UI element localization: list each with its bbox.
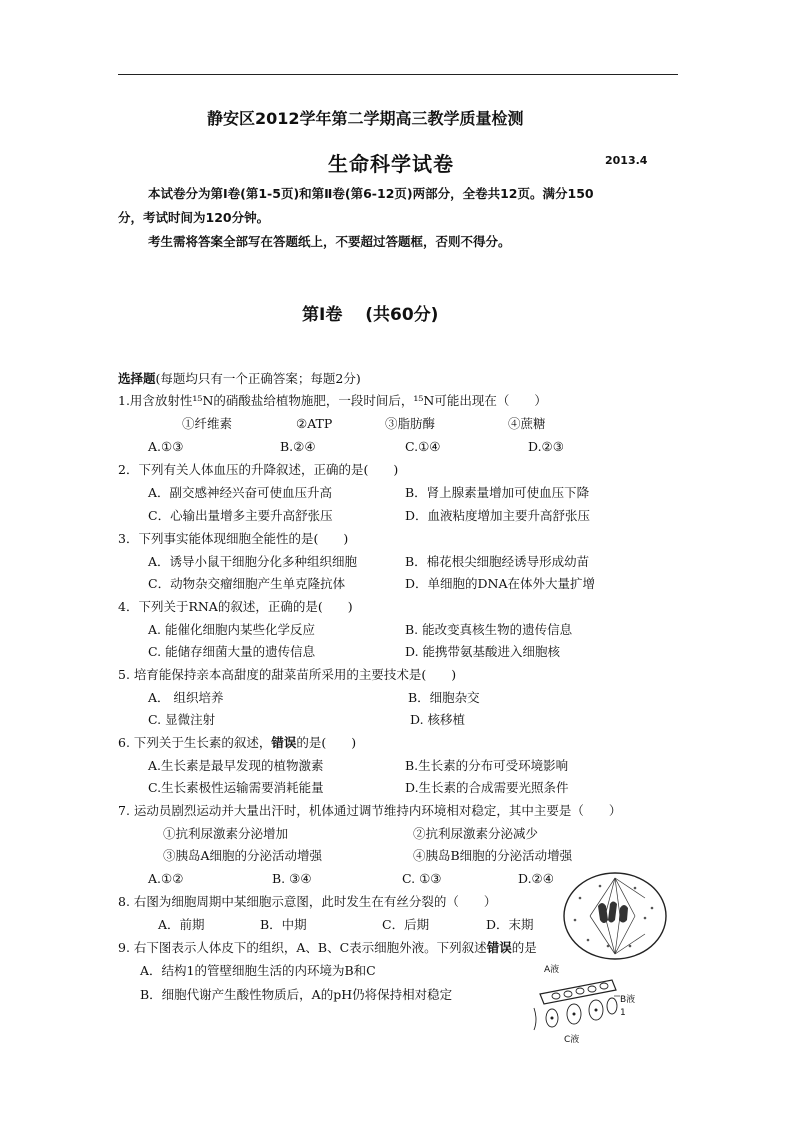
question-5-option: C. 显微注射 — [148, 712, 216, 727]
question-6-stem-emphasis: 错误 — [271, 735, 297, 750]
exam-date: 2013.4 — [605, 154, 648, 167]
question-8-option: A．前期 — [158, 917, 205, 932]
question-3-option: C．动物杂交瘤细胞产生单克隆抗体 — [148, 576, 346, 591]
question-6-option: D.生长素的合成需要光照条件 — [405, 780, 569, 795]
question-3-option: D．单细胞的DNA在体外大量扩增 — [405, 576, 596, 591]
section-note: (每题均只有一个正确答案；每题2分) — [155, 371, 361, 386]
question-9-stem-pre: 9. 右下图表示人体皮下的组织，A、B、C表示细胞外液。下列叙述 — [118, 940, 487, 955]
question-6-option: B.生长素的分布可受环境影响 — [405, 758, 569, 773]
question-4-option: B. 能改变真核生物的遗传信息 — [405, 622, 573, 637]
question-7-item: ①抗利尿激素分泌增加 — [163, 826, 289, 841]
header-rule — [118, 74, 678, 75]
question-8-stem: 8. 右图为细胞周期中某细胞示意图，此时发生在有丝分裂的（ ） — [118, 894, 497, 909]
question-1-option: C.①④ — [405, 439, 441, 454]
section-title: 第Ⅰ卷 (共60分) — [302, 305, 439, 325]
question-9-option: A．结构1的管壁细胞生活的内环境为B和C — [140, 963, 376, 978]
question-7-stem: 7. 运动员剧烈运动并大量出汗时，机体通过调节维持内环境相对稳定，其中主要是（ ） — [118, 803, 622, 818]
question-4-option: D. 能携带氨基酸进入细胞核 — [405, 644, 561, 659]
question-1-option: D.②③ — [528, 439, 564, 454]
question-8-option: C．后期 — [382, 917, 430, 932]
question-1-item: ②ATP — [296, 416, 333, 431]
question-9-stem — [118, 939, 537, 957]
figure-label-b: B液 — [620, 995, 636, 1005]
question-5-option: B．细胞杂交 — [408, 690, 480, 705]
question-7-option: B. ③④ — [272, 871, 312, 886]
question-6-stem — [118, 734, 356, 752]
question-3-option: B．棉花根尖细胞经诱导形成幼苗 — [405, 554, 590, 569]
question-3-stem: 3．下列事实能体现细胞全能性的是( ) — [118, 531, 349, 546]
question-7-option: D.②④ — [518, 871, 554, 886]
question-1-stem: 1.用含放射性¹⁵N的硝酸盐给植物施肥，一段时间后，¹⁵N可能出现在（ ） — [118, 393, 547, 408]
tissue-illustration — [532, 972, 622, 1034]
question-5-option: D. 核移植 — [410, 712, 466, 727]
question-7-option: A.①② — [148, 871, 184, 886]
exam-title: 静安区2012学年第二学期高三教学质量检测 — [207, 109, 524, 128]
question-1-item: ④蔗糖 — [508, 416, 546, 431]
question-3-option: A．诱导小鼠干细胞分化多种组织细胞 — [148, 554, 358, 569]
question-1-option: A.①③ — [148, 439, 184, 454]
figure-label-1: 1 — [620, 1008, 626, 1018]
question-2-option: D．血液粘度增加主要升高舒张压 — [405, 508, 591, 523]
question-8-option: B．中期 — [260, 917, 307, 932]
question-6-option: C.生长素极性运输需要消耗能量 — [148, 780, 324, 795]
intro-line-3: 考生需将答案全部写在答题纸上，不要超过答题框，否则不得分。 — [148, 234, 511, 249]
question-6-stem-post: 的是( ) — [296, 735, 357, 750]
question-6-option: A.生长素是最早发现的植物激素 — [148, 758, 324, 773]
question-1-item: ①纤维素 — [182, 416, 233, 431]
intro-line-1: 本试卷分为第Ⅰ卷(第1-5页)和第Ⅱ卷(第6-12页)两部分，全卷共12页。满分150 — [148, 186, 594, 201]
question-9-option: B．细胞代谢产生酸性物质后，A的pH仍将保持相对稳定 — [140, 987, 453, 1002]
subject-title: 生命科学试卷 — [328, 152, 454, 176]
question-5-stem: 5. 培育能保持亲本高甜度的甜菜苗所采用的主要技术是( ) — [118, 667, 457, 682]
question-9-stem-emphasis: 错误 — [486, 940, 512, 955]
figure-label-a: A液 — [544, 965, 560, 975]
question-7-item: ③胰岛A细胞的分泌活动增强 — [163, 848, 323, 863]
question-5-option: A． 组织培养 — [148, 690, 224, 705]
question-4-option: A. 能催化细胞内某些化学反应 — [148, 622, 315, 637]
section-label: 选择题 — [118, 371, 156, 386]
question-2-option: B．肾上腺素量增加可使血压下降 — [405, 485, 590, 500]
question-7-option: C. ①③ — [402, 871, 442, 886]
question-8-option: D．末期 — [486, 917, 534, 932]
question-7-item: ②抗利尿激素分泌减少 — [413, 826, 539, 841]
intro-line-2: 分，考试时间为120分钟。 — [118, 210, 270, 225]
question-2-option: A．副交感神经兴奋可使血压升高 — [148, 485, 333, 500]
question-6-stem-pre: 6. 下列关于生长素的叙述， — [118, 735, 272, 750]
question-9-stem-post: 的是 — [511, 940, 537, 955]
section-instructions — [118, 370, 361, 388]
question-2-option: C．心输出量增多主要升高舒张压 — [148, 508, 333, 523]
question-4-option: C. 能储存细菌大量的遗传信息 — [148, 644, 316, 659]
question-7-item: ④胰岛B细胞的分泌活动增强 — [413, 848, 573, 863]
question-1-item: ③脂肪酶 — [385, 416, 436, 431]
question-4-stem: 4．下列关于RNA的叙述，正确的是( ) — [118, 599, 353, 614]
cell-division-illustration — [560, 868, 670, 963]
question-2-stem: 2．下列有关人体血压的升降叙述，正确的是( ) — [118, 462, 399, 477]
question-1-option: B.②④ — [280, 439, 316, 454]
figure-label-c: C液 — [564, 1035, 580, 1045]
